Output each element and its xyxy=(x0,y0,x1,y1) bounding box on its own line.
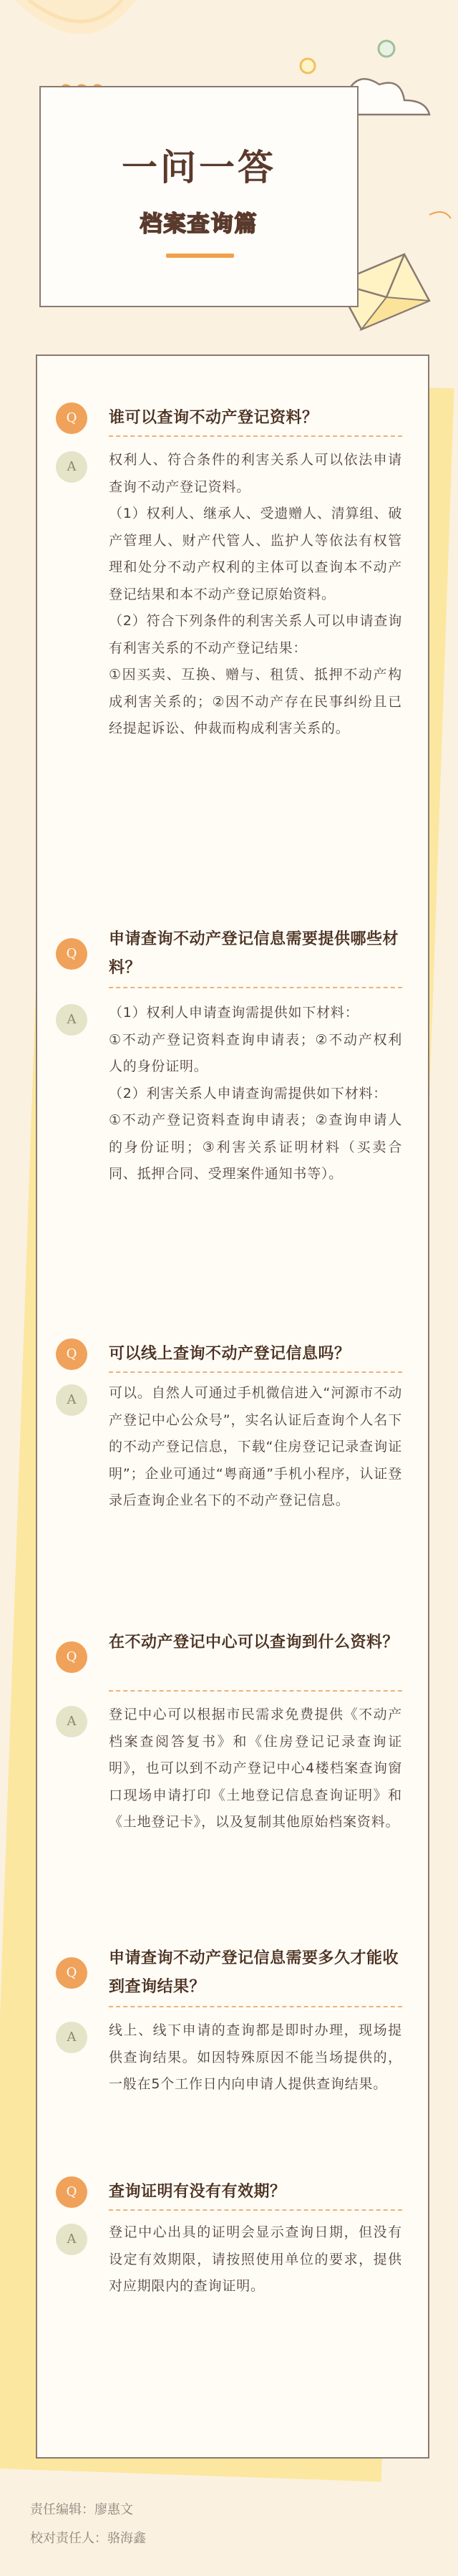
answer-badge: A xyxy=(56,1706,87,1737)
question-badge: Q xyxy=(56,2176,87,2208)
question-divider xyxy=(109,1690,402,1692)
page-subtitle: 档案查询篇 xyxy=(140,211,258,237)
question-divider xyxy=(109,2209,402,2211)
question-text: 查询证明有没有有效期？ xyxy=(109,2183,286,2201)
qa-card-stack xyxy=(36,354,451,2467)
answer-text: （1）权利人申请查询需提供如下材料： ①不动产登记资料查询申请表；②不动产权利人的身份证明。 （2）利害关系人申请查询需提供如下材料： ①不动产登记资料查询申请表；②查询申请人的身份证明；③利害关系证明材料（买卖合同、抵押合同、受理案件通知书等）。 xyxy=(109,1005,402,1182)
question-divider xyxy=(109,1371,402,1373)
question-text: 在不动产登记中心可以查询到什么资料？ xyxy=(109,1634,399,1651)
question-text: 可以线上查询不动产登记信息吗？ xyxy=(109,1345,351,1363)
question-badge: Q xyxy=(56,1957,87,1989)
answer-badge: A xyxy=(56,1004,87,1036)
proofreader-credit: 校对责任人：骆海鑫 xyxy=(30,2531,146,2546)
question-badge: Q xyxy=(56,1338,87,1370)
answer-text: 线上、线下申请的查询都是即时办理，现场提供查询结果。如因特殊原因不能当场提供的，一般在5个工作日内向申请人提供查询结果。 xyxy=(109,2022,402,2092)
question-divider xyxy=(109,987,402,988)
answer-badge: A xyxy=(56,1384,87,1416)
qa-card xyxy=(36,354,429,2459)
answer-badge: A xyxy=(56,2022,87,2053)
answer-text: 权利人、符合条件的利害关系人可以依法申请查询不动产登记资料。 （1）权利人、继承人、受遗赠人、清算组、破产管理人、财产代管人、监护人等依法有权管理和处分不动产权利的主体可以查询本不动产登记结果和本不动产登记原始资料。 （2）符合下列条件的利害关系人可以申请查询有利害关系的不动产登记结果： ①因买卖、互换、赠与、租赁、抵押不动产构成利害关系的；②因不动产存在民事纠纷且已经提起诉讼、仲裁而构成利害关系的。 xyxy=(109,452,402,736)
question-badge: Q xyxy=(56,402,87,434)
header xyxy=(0,0,458,358)
answer-text: 可以。自然人可通过手机微信进入“河源市不动产登记中心公众号”，实名认证后查询个人名下的不动产登记信息，下载“住房登记记录查询证明”；企业可通过“粤商通”手机小程序，认证登录后查询企业名下的不动产登记信息。 xyxy=(109,1385,402,1508)
answer-text: 登记中心出具的证明会显示查询日期，但没有设定有效期限，请按照使用单位的要求，提供对应期限内的查询证明。 xyxy=(109,2224,402,2294)
sun-icon xyxy=(14,0,136,34)
credits xyxy=(30,2496,146,2553)
question-badge: Q xyxy=(56,1641,87,1673)
question-text: 申请查询不动产登记信息需要多久才能收到查询结果？ xyxy=(109,1949,399,1996)
question-text: 申请查询不动产登记信息需要提供哪些材料？ xyxy=(109,930,399,977)
answer-badge: A xyxy=(56,2224,87,2255)
ring-icon xyxy=(301,59,315,73)
paper-plane-icon xyxy=(429,212,451,218)
question-divider xyxy=(109,2006,402,2007)
answer-badge: A xyxy=(56,451,87,483)
question-badge: Q xyxy=(56,938,87,970)
question-divider xyxy=(109,435,402,437)
title-underline xyxy=(166,254,234,258)
title-card xyxy=(39,86,359,307)
question-text: 谁可以查询不动产登记资料？ xyxy=(109,409,318,427)
answer-text: 登记中心可以根据市民需求免费提供《不动产档案查阅答复书》和《住房登记记录查询证明》，也可以到不动产登记中心4楼档案查询窗口现场申请打印《土地登记信息查询证明》和《土地登记卡》，以及复制其他原始档案资料。 xyxy=(109,1707,402,1830)
editor-credit: 责任编辑：廖惠文 xyxy=(30,2502,133,2517)
ring-icon xyxy=(379,41,394,57)
page-title: 一问一答 xyxy=(122,147,276,188)
